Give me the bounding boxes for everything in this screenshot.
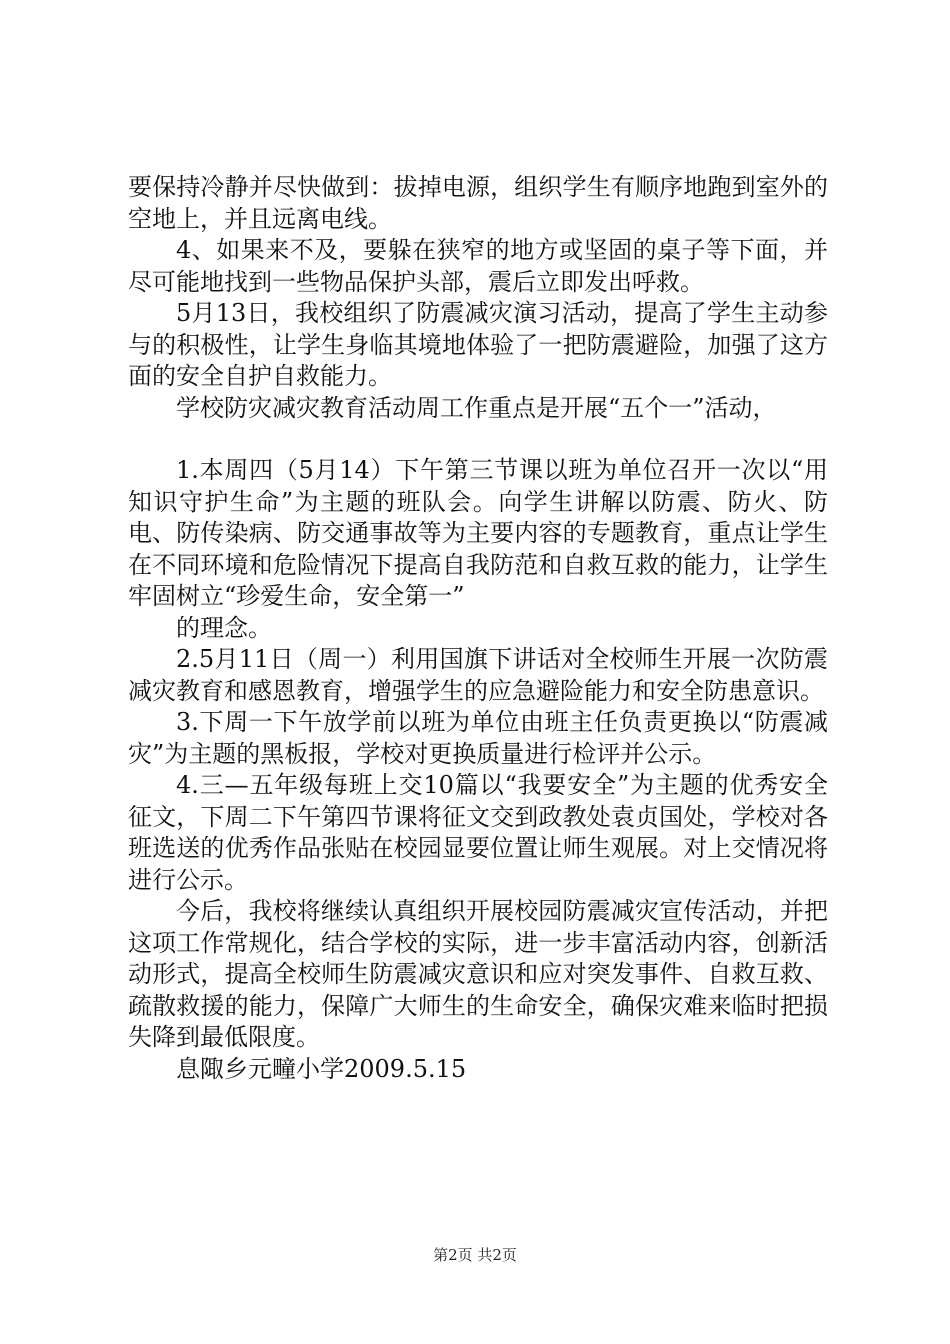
paragraph-8: 3.下周一下午放学前以班为单位由班主任负责更换以“防震减灾”为主题的黑板报，学校对更换质量进行检评并公示。 — [128, 708, 828, 768]
paragraph-5: 1.本周四（5月14）下午第三节课以班为单位召开一次以“用知识守护生命”为主题的班队会。向学生讲解以防震、防火、防电、防传染病、防交通事故等为主要内容的专题教育，重点让学生在不同环境和危险情况下提高自我防范和自救互救的能力，让学生牢固树立“珍爱生命，安全第一” — [128, 456, 828, 610]
paragraph-6: 的理念。 — [176, 613, 272, 642]
paragraph-2: 4、如果来不及，要躲在狭窄的地方或坚固的桌子等下面，并尽可能地找到一些物品保护头部，震后立即发出呼救。 — [128, 236, 828, 296]
paragraph-9: 4.三—五年级每班上交10篇以“我要安全”为主题的优秀安全征文，下周二下午第四节课将征文交到政教处袁贞国处，学校对各班选送的优秀作品张贴在校园显要位置让师生观展。对上交情况将进行公示。 — [128, 771, 828, 894]
paragraph-3: 5月13日，我校组织了防震减灾演习活动，提高了学生主动参与的积极性，让学生身临其境地体验了一把防震避险，加强了这方面的安全自护自救能力。 — [128, 299, 828, 390]
paragraph-4: 学校防灾减灾教育活动周工作重点是开展“五个一”活动， — [176, 393, 777, 422]
paragraph-10: 今后，我校将继续认真组织开展校园防震减灾宣传活动，并把这项工作常规化，结合学校的实际，进一步丰富活动内容，创新活动形式，提高全校师生防震减灾意识和应对突发事件、自救互救、疏散救援的能力，保障广大师生的生命安全，确保灾难来临时把损失降到最低限度。 — [128, 897, 828, 1051]
signature-line: 息陬乡元疃小学2009.5.15 — [176, 1054, 467, 1083]
paragraph-spacer — [128, 424, 828, 455]
document-body — [128, 172, 828, 1085]
paragraph-7: 2.5月11日（周一）利用国旗下讲话对全校师生开展一次防震减灾教育和感恩教育，增强学生的应急避险能力和安全防患意识。 — [128, 645, 828, 705]
paragraph-1: 要保持冷静并尽快做到：拔掉电源，组织学生有顺序地跑到室外的空地上，并且远离电线。 — [128, 173, 828, 233]
page-footer: 第2页 共2页 — [433, 1246, 517, 1264]
